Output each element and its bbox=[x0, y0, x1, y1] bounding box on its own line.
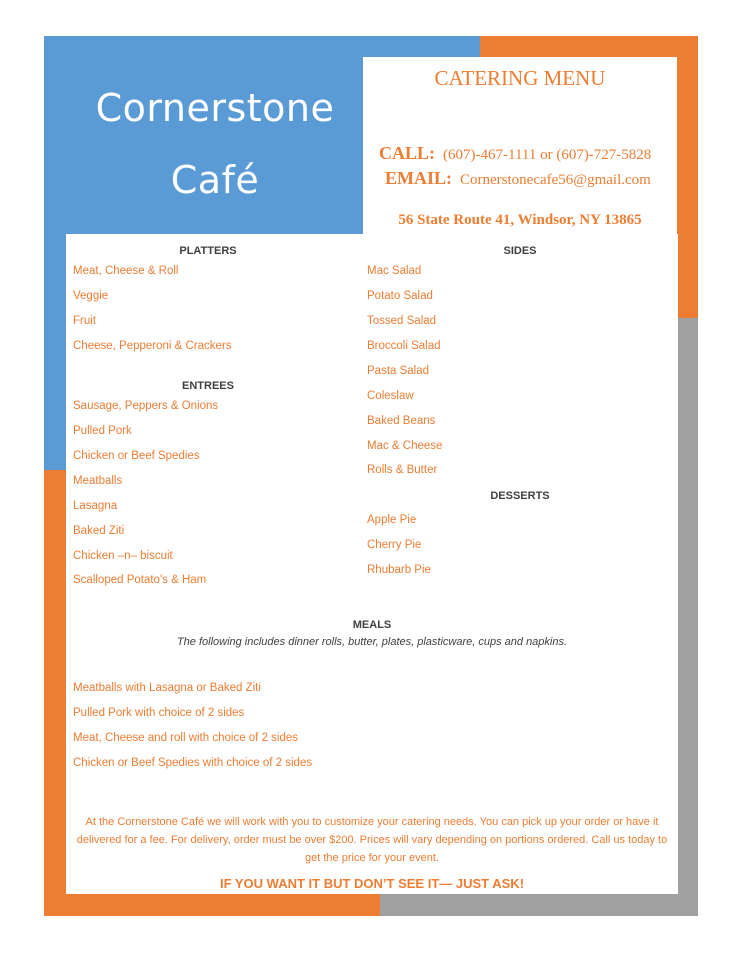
dessert-item: Apple Pie bbox=[367, 514, 417, 526]
entree-item: Lasagna bbox=[73, 500, 118, 512]
entree-item: Meatballs bbox=[73, 475, 123, 487]
side-item: Tossed Salad bbox=[367, 315, 437, 327]
email-address[interactable]: Cornerstonecafe56@gmail.com bbox=[460, 172, 651, 188]
platter-item: Fruit bbox=[73, 315, 96, 327]
entree-item: Chicken –n– biscuit bbox=[73, 550, 173, 562]
dessert-item: Rhubarb Pie bbox=[367, 564, 431, 576]
meals-heading: MEALS bbox=[352, 619, 392, 631]
entree-item: Scalloped Potato's & Ham bbox=[73, 574, 207, 586]
meal-item: Meatballs with Lasagna or Baked Ziti bbox=[73, 682, 261, 694]
platters-heading: PLATTERS bbox=[179, 245, 237, 257]
entree-item: Baked Ziti bbox=[73, 525, 125, 537]
brand-name: Cornerstone bbox=[95, 86, 335, 130]
meal-item: Chicken or Beef Spedies with choice of 2 sides bbox=[73, 757, 313, 769]
entree-item: Sausage, Peppers & Onions bbox=[73, 400, 219, 412]
desserts-heading: DESSERTS bbox=[490, 490, 550, 502]
background-blue-strip bbox=[44, 36, 424, 50]
platter-item: Veggie bbox=[73, 290, 109, 302]
side-item: Rolls & Butter bbox=[367, 464, 438, 476]
phone-line bbox=[379, 143, 651, 164]
entrees-heading: ENTREES bbox=[182, 380, 234, 392]
call-label: CALL: bbox=[379, 143, 436, 163]
meals-note: The following includes dinner rolls, butter, plates, plasticware, cups and napkins. bbox=[176, 636, 568, 648]
entree-item: Pulled Pork bbox=[73, 425, 132, 437]
meal-item: Pulled Pork with choice of 2 sides bbox=[73, 707, 245, 719]
footer-call-to-action: IF YOU WANT IT BUT DON’T SEE IT— JUST ASK! bbox=[219, 876, 525, 891]
email-label: EMAIL: bbox=[385, 168, 452, 188]
page-title: CATERING MENU bbox=[434, 66, 606, 90]
side-item: Mac & Cheese bbox=[367, 440, 443, 452]
dessert-item: Cherry Pie bbox=[367, 539, 422, 551]
sides-heading: SIDES bbox=[503, 245, 537, 257]
platter-item: Cheese, Pepperoni & Crackers bbox=[73, 340, 232, 352]
brand-name-cafe: Café bbox=[170, 158, 260, 202]
side-item: Baked Beans bbox=[367, 415, 436, 427]
phone-numbers: (607)-467-1111 or (607)-727-5828 bbox=[443, 147, 652, 163]
footer-paragraph: At the Cornerstone Café we will work with you to customize your catering needs. You can pick up your order or have it delivered for a fee. For delivery, order must be over $200. Prices will vary depending on portions ordered. Call us today to get the price for your event. bbox=[76, 816, 668, 864]
address: 56 State Route 41, Windsor, NY 13865 bbox=[398, 212, 642, 228]
email-line bbox=[385, 168, 651, 189]
meal-item: Meat, Cheese and roll with choice of 2 sides bbox=[73, 732, 299, 744]
side-item: Broccoli Salad bbox=[367, 340, 441, 352]
side-item: Mac Salad bbox=[367, 265, 422, 277]
side-item: Potato Salad bbox=[367, 290, 433, 302]
side-item: Coleslaw bbox=[367, 390, 414, 402]
side-item: Pasta Salad bbox=[367, 365, 430, 377]
entree-item: Chicken or Beef Spedies bbox=[73, 450, 200, 462]
platter-item: Meat, Cheese & Roll bbox=[73, 265, 179, 277]
